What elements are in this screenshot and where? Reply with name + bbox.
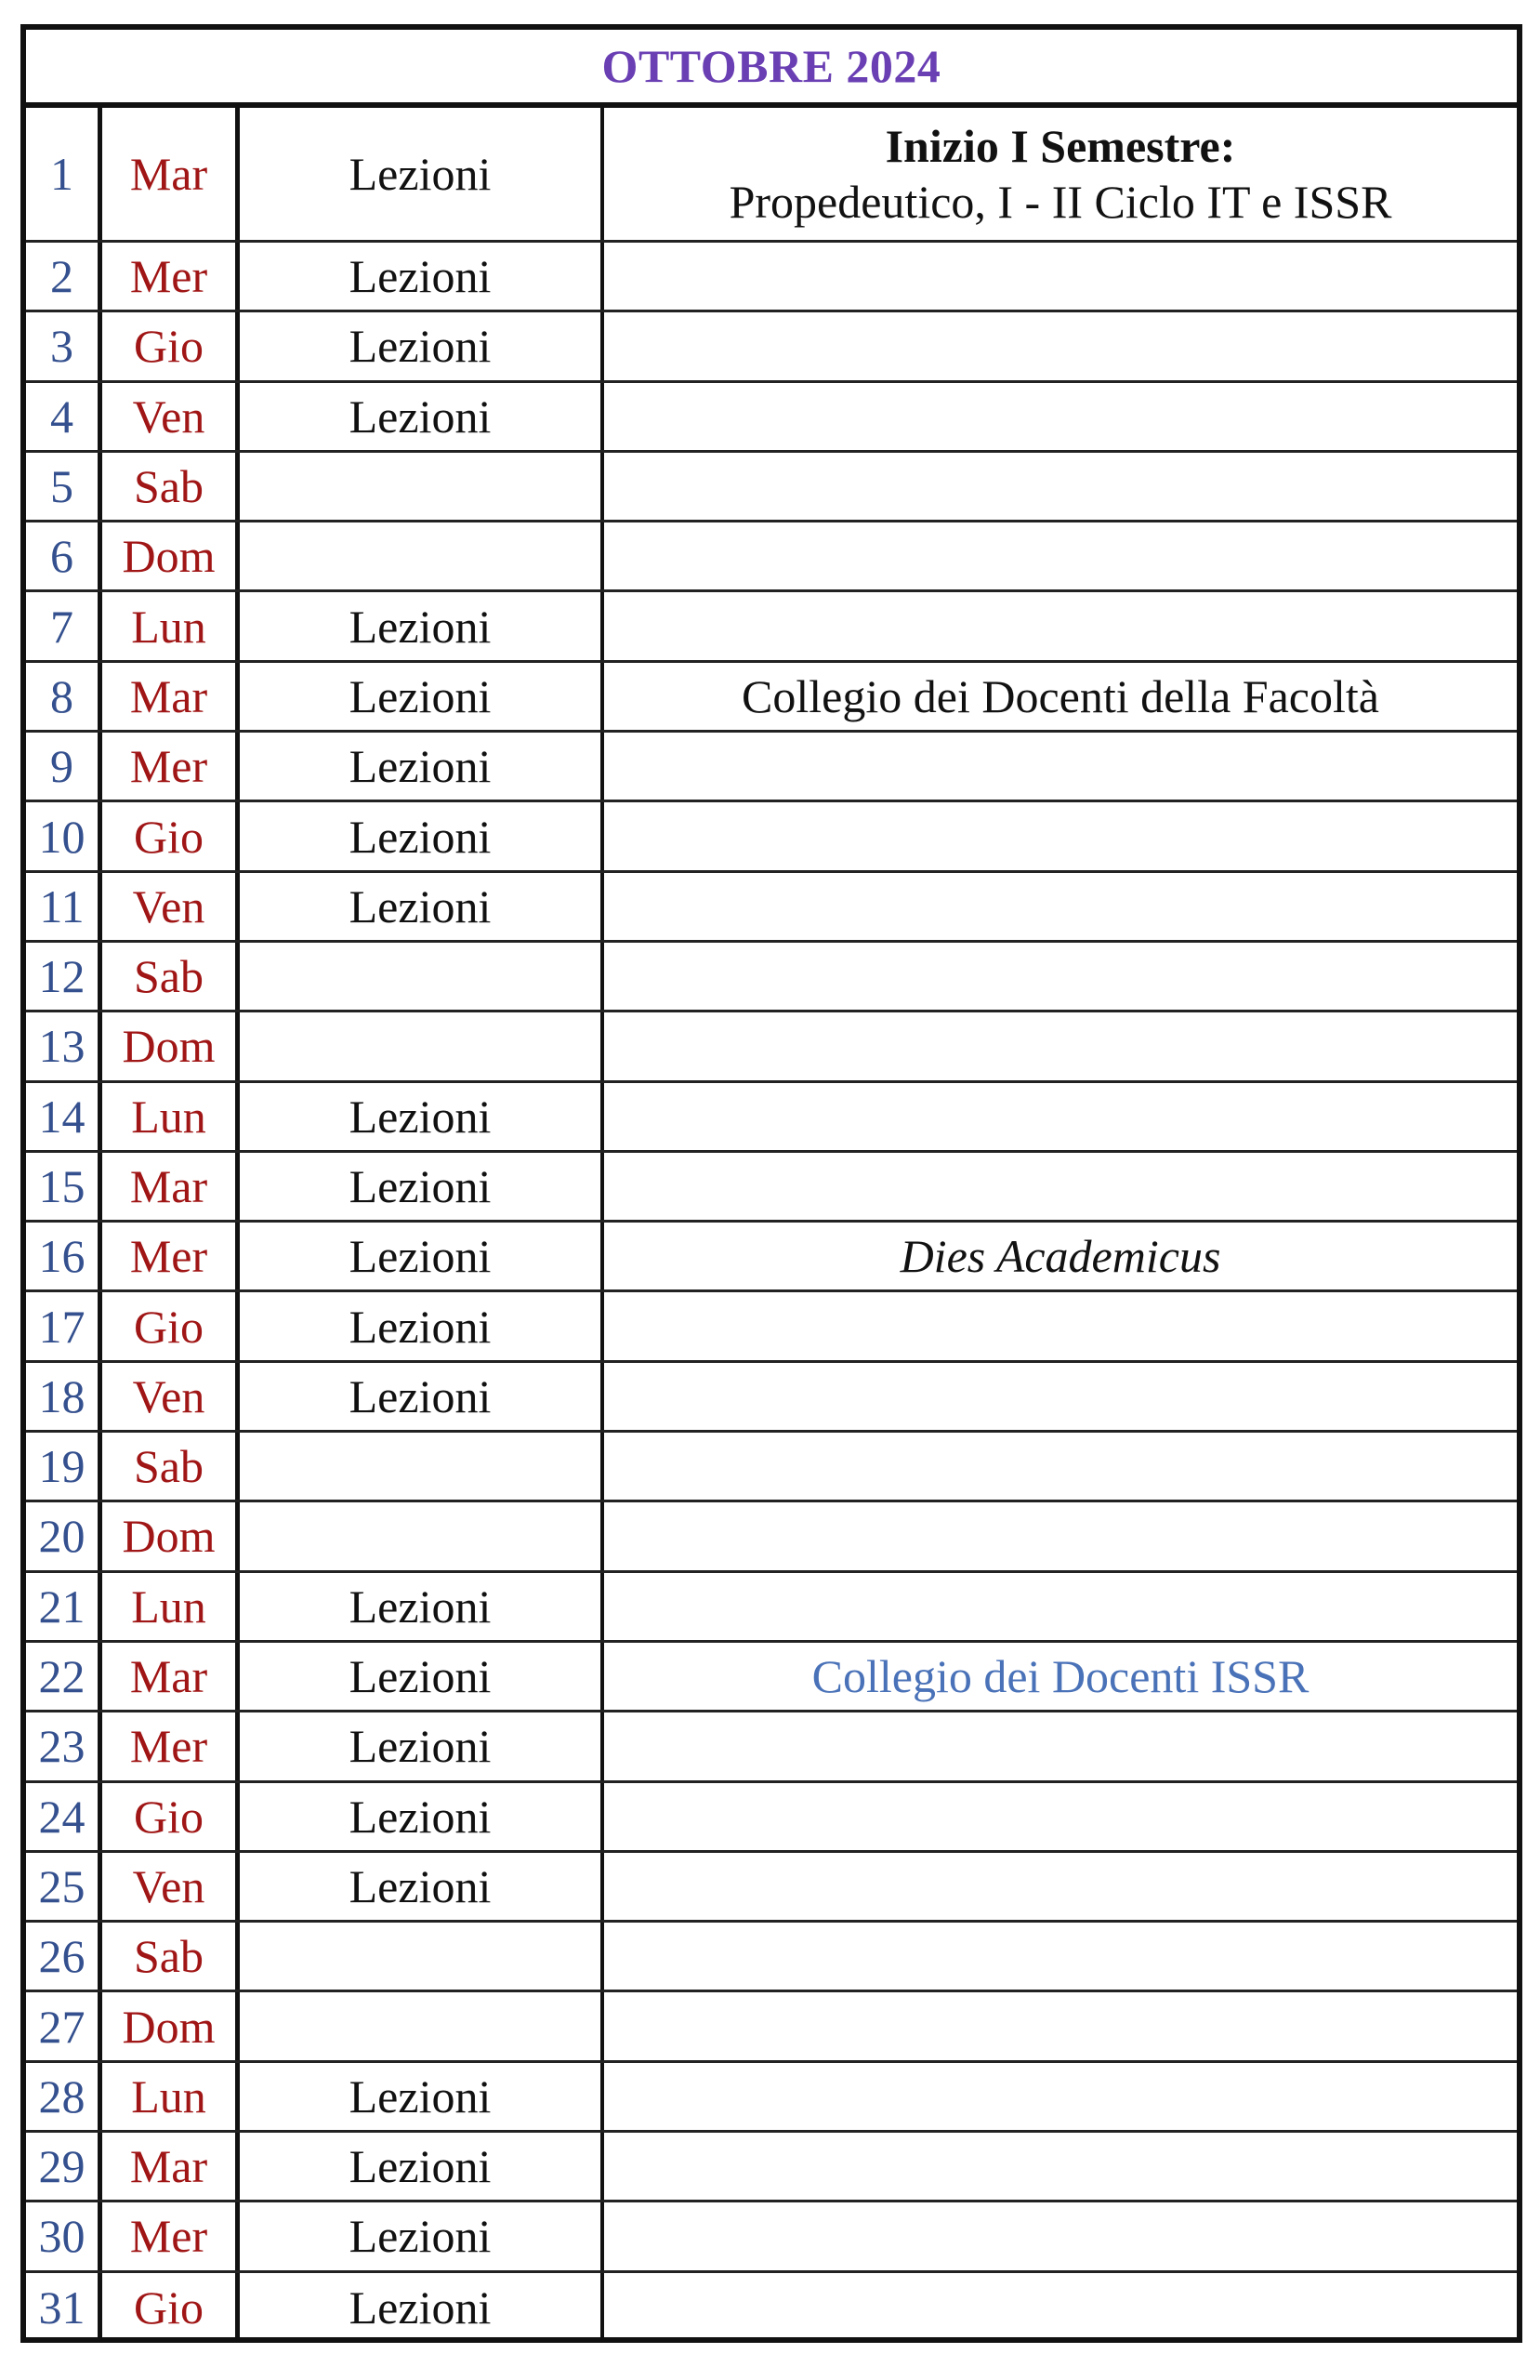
day-number: 27 — [26, 1992, 102, 2059]
calendar-row — [26, 1153, 1517, 1223]
activity: Lezioni — [240, 1783, 604, 1850]
day-number: 15 — [26, 1153, 102, 1220]
event-note-text: Dies Academicus — [900, 1230, 1221, 1283]
event-note — [604, 2202, 1517, 2269]
activity: Lezioni — [240, 1643, 604, 1710]
activity: Lezioni — [240, 1712, 604, 1779]
event-note — [604, 802, 1517, 869]
activity: Lezioni — [240, 2063, 604, 2130]
activity: Lezioni — [240, 592, 604, 659]
weekday: Mer — [102, 243, 240, 310]
event-note — [604, 1363, 1517, 1430]
calendar-row — [26, 663, 1517, 733]
weekday: Lun — [102, 2063, 240, 2130]
event-note — [604, 873, 1517, 940]
day-number: 22 — [26, 1643, 102, 1710]
activity: Lezioni — [240, 802, 604, 869]
event-note — [604, 1502, 1517, 1569]
activity — [240, 1433, 604, 1500]
activity: Lezioni — [240, 2133, 604, 2200]
day-number: 12 — [26, 943, 102, 1010]
day-number: 5 — [26, 453, 102, 520]
day-number: 21 — [26, 1573, 102, 1640]
calendar-row — [26, 592, 1517, 662]
calendar-row — [26, 2063, 1517, 2133]
activity — [240, 522, 604, 589]
calendar-row — [26, 2273, 1517, 2343]
weekday: Sab — [102, 453, 240, 520]
weekday: Mer — [102, 733, 240, 800]
day-number: 20 — [26, 1502, 102, 1569]
event-note — [604, 2273, 1517, 2343]
calendar-row — [26, 243, 1517, 312]
event-note — [604, 2133, 1517, 2200]
calendar-row — [26, 1363, 1517, 1433]
calendar-row — [26, 1923, 1517, 1992]
activity: Lezioni — [240, 2273, 604, 2343]
activity — [240, 1502, 604, 1569]
event-note — [604, 1223, 1517, 1289]
event-note — [604, 383, 1517, 450]
activity: Lezioni — [240, 1292, 604, 1359]
weekday: Sab — [102, 1923, 240, 1990]
weekday: Lun — [102, 592, 240, 659]
activity: Lezioni — [240, 108, 604, 240]
event-note-text: Collegio dei Docenti ISSR — [811, 1650, 1310, 1703]
weekday: Dom — [102, 1502, 240, 1569]
event-note — [604, 1433, 1517, 1500]
weekday: Dom — [102, 1992, 240, 2059]
day-number: 25 — [26, 1853, 102, 1920]
calendar-row — [26, 383, 1517, 453]
calendar-row — [26, 1783, 1517, 1853]
event-note — [604, 1712, 1517, 1779]
activity — [240, 1923, 604, 1990]
activity: Lezioni — [240, 873, 604, 940]
calendar-row — [26, 1573, 1517, 1643]
day-number: 3 — [26, 312, 102, 379]
weekday: Gio — [102, 1292, 240, 1359]
event-note — [604, 1573, 1517, 1640]
day-number: 14 — [26, 1083, 102, 1150]
activity: Lezioni — [240, 1853, 604, 1920]
weekday: Ven — [102, 383, 240, 450]
calendar-row — [26, 108, 1517, 243]
calendar-row — [26, 453, 1517, 522]
day-number: 7 — [26, 592, 102, 659]
weekday: Sab — [102, 943, 240, 1010]
activity: Lezioni — [240, 663, 604, 730]
weekday: Gio — [102, 2273, 240, 2343]
day-number: 26 — [26, 1923, 102, 1990]
calendar-row — [26, 1992, 1517, 2062]
activity: Lezioni — [240, 312, 604, 379]
day-number: 19 — [26, 1433, 102, 1500]
event-note — [604, 1153, 1517, 1220]
weekday: Lun — [102, 1083, 240, 1150]
calendar-row — [26, 1643, 1517, 1712]
activity — [240, 453, 604, 520]
weekday: Lun — [102, 1573, 240, 1640]
weekday: Mar — [102, 1153, 240, 1220]
calendar-rows — [26, 108, 1517, 2343]
weekday: Gio — [102, 802, 240, 869]
calendar-row — [26, 522, 1517, 592]
weekday: Mer — [102, 1712, 240, 1779]
weekday: Mer — [102, 2202, 240, 2269]
weekday: Mer — [102, 1223, 240, 1289]
activity: Lezioni — [240, 1153, 604, 1220]
calendar-row — [26, 312, 1517, 382]
event-note — [604, 733, 1517, 800]
activity: Lezioni — [240, 1223, 604, 1289]
activity: Lezioni — [240, 243, 604, 310]
calendar-row — [26, 1223, 1517, 1292]
calendar-row — [26, 1292, 1517, 1362]
day-number: 24 — [26, 1783, 102, 1850]
calendar-row — [26, 1853, 1517, 1923]
calendar-row — [26, 1083, 1517, 1153]
day-number: 30 — [26, 2202, 102, 2269]
activity — [240, 943, 604, 1010]
event-note-text: Collegio dei Docenti della Facoltà — [742, 669, 1379, 722]
activity: Lezioni — [240, 1573, 604, 1640]
event-note — [604, 1992, 1517, 2059]
day-number: 31 — [26, 2273, 102, 2343]
activity: Lezioni — [240, 2202, 604, 2269]
weekday: Mar — [102, 663, 240, 730]
weekday: Mar — [102, 108, 240, 240]
day-number: 17 — [26, 1292, 102, 1359]
day-number: 8 — [26, 663, 102, 730]
event-note — [604, 1923, 1517, 1990]
calendar-row — [26, 1012, 1517, 1082]
activity: Lezioni — [240, 733, 604, 800]
event-note — [604, 592, 1517, 659]
day-number: 23 — [26, 1712, 102, 1779]
activity: Lezioni — [240, 383, 604, 450]
calendar-row — [26, 943, 1517, 1012]
weekday: Dom — [102, 1012, 240, 1079]
calendar-row — [26, 1712, 1517, 1782]
day-number: 13 — [26, 1012, 102, 1079]
calendar-row — [26, 733, 1517, 802]
activity: Lezioni — [240, 1363, 604, 1430]
event-note — [604, 1643, 1517, 1710]
weekday: Ven — [102, 1363, 240, 1430]
event-note — [604, 1853, 1517, 1920]
weekday: Mar — [102, 1643, 240, 1710]
event-note — [604, 312, 1517, 379]
event-note — [604, 1783, 1517, 1850]
weekday: Sab — [102, 1433, 240, 1500]
month-title: OTTOBRE 2024 — [601, 40, 941, 92]
title-row — [26, 30, 1517, 108]
weekday: Mar — [102, 2133, 240, 2200]
activity — [240, 1992, 604, 2059]
event-note — [604, 1292, 1517, 1359]
day-number: 4 — [26, 383, 102, 450]
event-note — [604, 1012, 1517, 1079]
calendar-row — [26, 1433, 1517, 1502]
event-note-text: Propedeutico, I - II Ciclo IT e ISSR — [729, 176, 1392, 228]
calendar-row — [26, 2133, 1517, 2202]
day-number: 28 — [26, 2063, 102, 2130]
weekday: Gio — [102, 312, 240, 379]
calendar-row — [26, 2202, 1517, 2272]
calendar-row — [26, 802, 1517, 872]
event-note — [604, 108, 1517, 240]
day-number: 10 — [26, 802, 102, 869]
weekday: Gio — [102, 1783, 240, 1850]
weekday: Ven — [102, 1853, 240, 1920]
event-note — [604, 943, 1517, 1010]
event-note — [604, 453, 1517, 520]
day-number: 1 — [26, 108, 102, 240]
day-number: 9 — [26, 733, 102, 800]
activity: Lezioni — [240, 1083, 604, 1150]
weekday: Ven — [102, 873, 240, 940]
calendar-row — [26, 1502, 1517, 1572]
event-note — [604, 1083, 1517, 1150]
weekday: Dom — [102, 522, 240, 589]
event-note — [604, 2063, 1517, 2130]
day-number: 2 — [26, 243, 102, 310]
day-number: 11 — [26, 873, 102, 940]
event-note — [604, 522, 1517, 589]
event-note — [604, 663, 1517, 730]
day-number: 6 — [26, 522, 102, 589]
calendar-row — [26, 873, 1517, 943]
day-number: 18 — [26, 1363, 102, 1430]
event-note-title: Inizio I Semestre: — [885, 120, 1236, 172]
day-number: 16 — [26, 1223, 102, 1289]
activity — [240, 1012, 604, 1079]
day-number: 29 — [26, 2133, 102, 2200]
calendar-table — [20, 24, 1522, 2343]
event-note — [604, 243, 1517, 310]
